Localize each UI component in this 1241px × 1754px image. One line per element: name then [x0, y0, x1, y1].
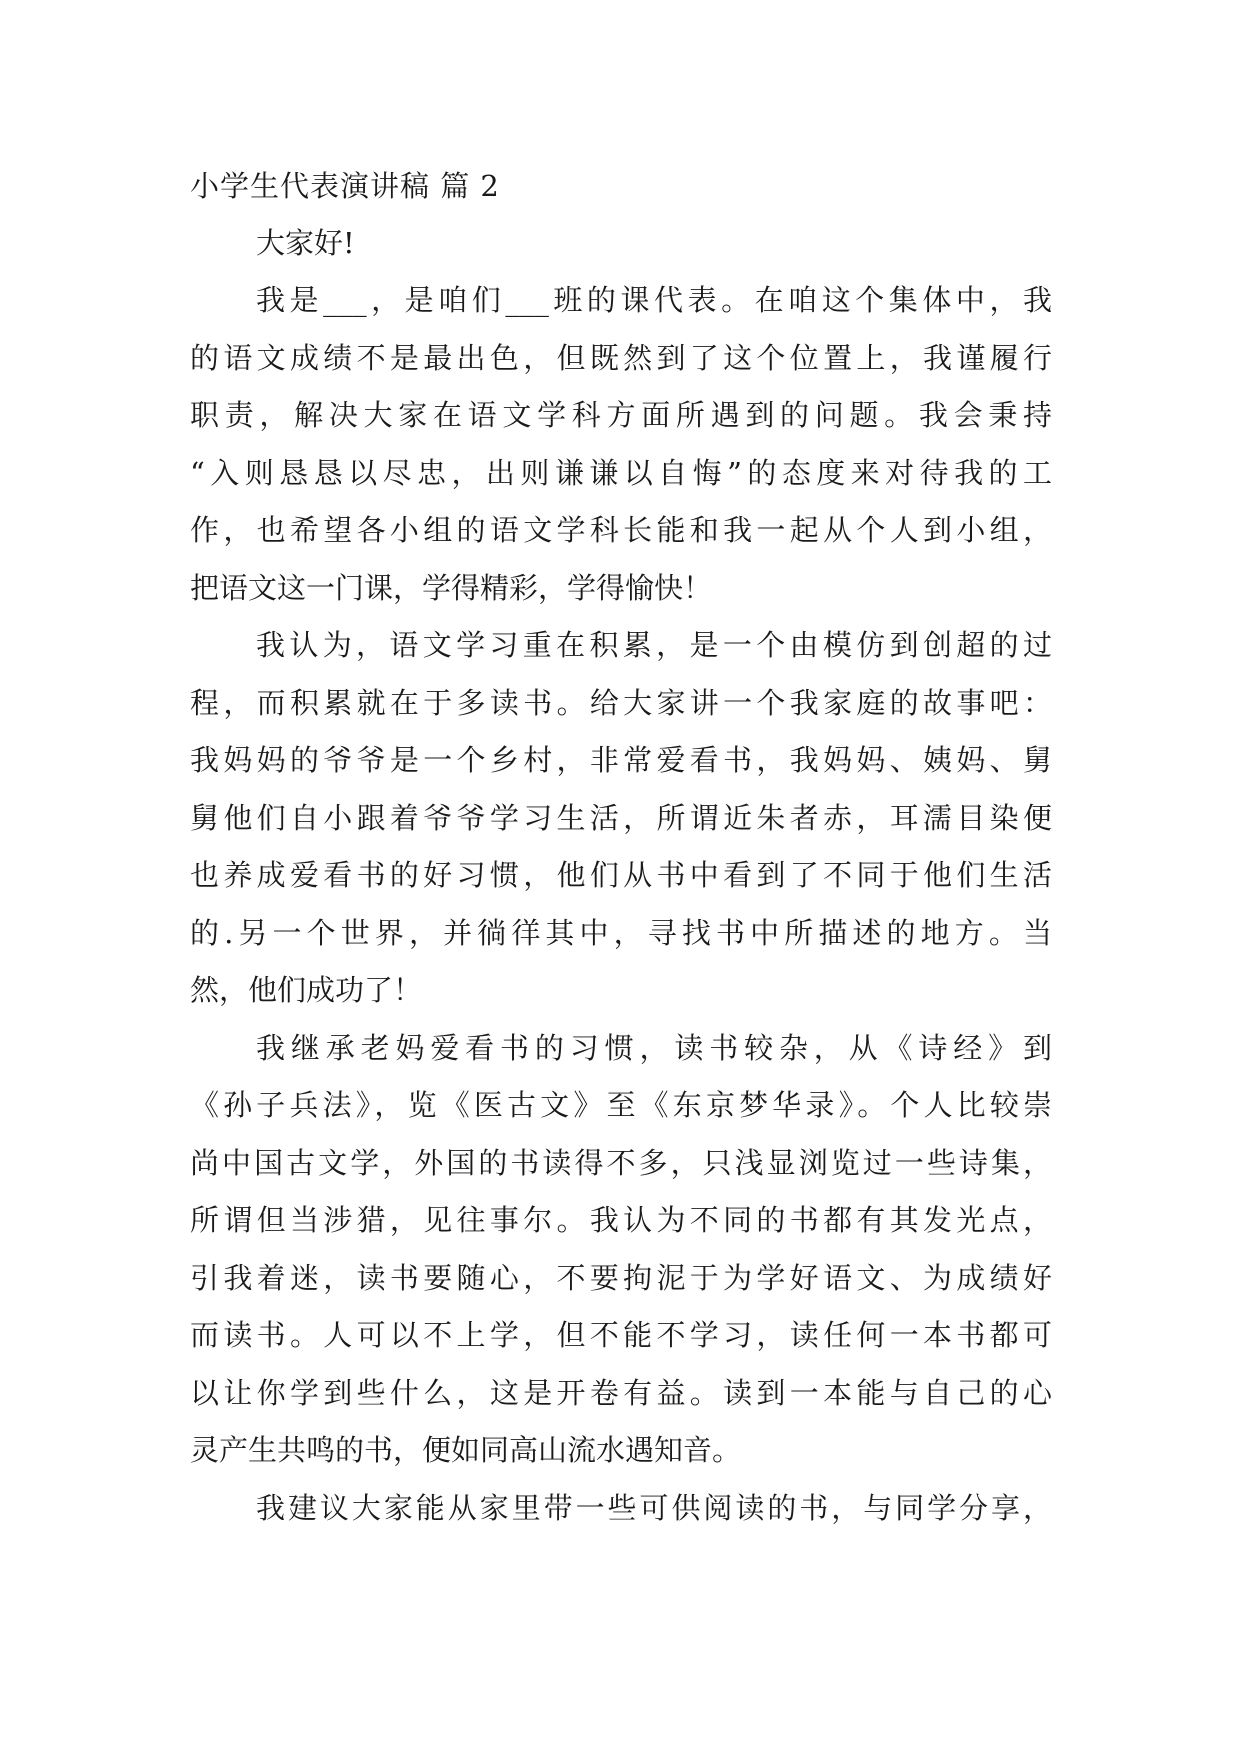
paragraph-1: [190, 280, 1052, 625]
text-line: 而读书。人可以不上学，但不能不学习，读任何一本书都可: [190, 1318, 1052, 1352]
paragraph-4: [190, 1488, 1052, 1546]
text-line: 把语文这一门课，学得精彩，学得愉快！: [190, 570, 713, 605]
text-line: 我建议大家能从家里带一些可供阅读的书，与同学分享，: [256, 1490, 1052, 1525]
text-line: 我认为，语文学习重在积累，是一个由模仿到创超的过: [256, 628, 1052, 662]
text-line: 尚中国古文学，外国的书读得不多，只浅显浏览过一些诗集，: [190, 1145, 1052, 1180]
text-line: “入则恳恳以尽忠，出则谦谦以自悔”的态度来对待我的工: [190, 455, 1052, 490]
text-line: 的.另一个世界，并徜徉其中，寻找书中所描述的地方。当: [190, 915, 1052, 950]
document-title: 小学生代表演讲稿 篇 2: [190, 169, 500, 203]
text-line: 我继承老妈爱看书的习惯，读书较杂，从《诗经》到: [256, 1030, 1052, 1065]
text-line: 舅他们自小跟着爷爷学习生活，所谓近朱者赤，耳濡目染便: [190, 800, 1052, 835]
text-line: 《孙子兵法》，览《医古文》至《东京梦华录》。个人比较崇: [190, 1088, 1052, 1122]
text-line: 我是___，是咱们___班的课代表。在咱这个集体中，我: [256, 283, 1052, 317]
text-line: 以让你学到些什么，这是开卷有益。读到一本能与自己的心: [190, 1375, 1052, 1410]
text-line: 所谓但当涉猎，见往事尔。我认为不同的书都有其发光点，: [190, 1203, 1052, 1237]
greeting: 大家好!: [256, 226, 355, 260]
text-line: 然，他们成功了！: [190, 973, 423, 1007]
text-line: 我妈妈的爷爷是一个乡村，非常爱看书，我妈妈、姨妈、舅: [190, 743, 1052, 777]
text-line: 灵产生共鸣的书，便如同高山流水遇知音。: [190, 1433, 742, 1467]
paragraph-2: [190, 625, 1052, 1028]
text-line: 程，而积累就在于多读书。给大家讲一个我家庭的故事吧：: [190, 685, 1052, 720]
text-line: 的语文成绩不是最出色，但既然到了这个位置上，我谨履行: [190, 340, 1052, 375]
text-line: 职责，解决大家在语文学科方面所遇到的问题。我会秉持: [190, 398, 1052, 432]
text-line: 作，也希望各小组的语文学科长能和我一起从个人到小组，: [190, 513, 1052, 547]
text-line: 也养成爱看书的好习惯，他们从书中看到了不同于他们生活: [190, 858, 1052, 892]
paragraph-3: [190, 1028, 1052, 1488]
text-line: 引我着迷，读书要随心，不要拘泥于为学好语文、为成绩好: [190, 1260, 1052, 1295]
document-body: [190, 280, 1052, 1545]
